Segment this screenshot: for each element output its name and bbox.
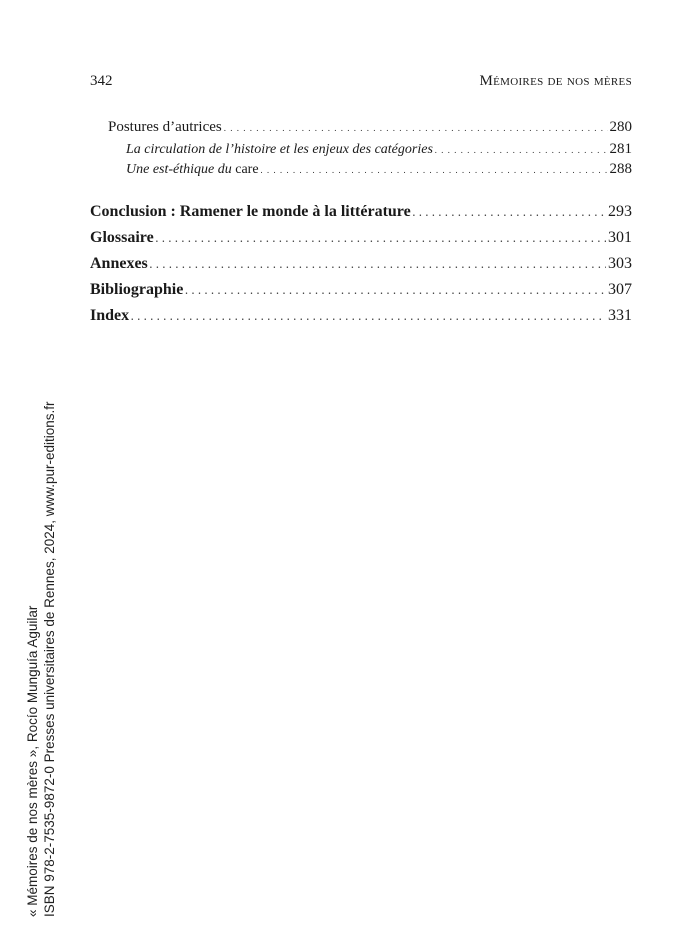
toc-entry-page: 281 (609, 141, 632, 157)
table-of-contents (90, 119, 632, 333)
dot-leader (131, 312, 606, 322)
dot-leader (224, 123, 608, 133)
side-note-line-1: « Mémoires de nos mères », Rocío Munguía Aguilar (25, 605, 40, 917)
side-note-line-2: ISBN 978-2-7535-9872-0 Presses universitaires de Rennes, 2024, www.pur-editions.fr (42, 401, 57, 917)
toc-entry[interactable] (90, 229, 632, 255)
dot-leader (150, 260, 606, 270)
toc-entry-title (126, 162, 259, 178)
toc-entry[interactable] (90, 203, 632, 229)
toc-entry-page: 280 (609, 119, 632, 135)
toc-entry-title: Bibliographie (90, 281, 184, 298)
toc-entry[interactable] (90, 281, 632, 307)
toc-entry-title: Glossaire (90, 229, 154, 246)
dot-leader (413, 208, 606, 218)
toc-entry[interactable] (90, 307, 632, 333)
toc-entry-title-italic: Une est-éthique du (126, 162, 236, 177)
toc-entry-page: 331 (608, 307, 632, 324)
toc-entry-page: 293 (608, 203, 632, 220)
toc-entry-title: Index (90, 307, 130, 324)
dot-leader (156, 234, 606, 244)
page-number: 342 (90, 73, 113, 89)
dot-leader (435, 145, 608, 155)
toc-entry[interactable] (90, 255, 632, 281)
dot-leader (185, 286, 606, 296)
toc-entry-title: Annexes (90, 255, 148, 272)
toc-entry-title-roman: care (235, 162, 259, 177)
dot-leader (261, 165, 608, 175)
toc-entry-title: La circulation de l’histoire et les enjeux des catégories (126, 142, 433, 157)
toc-entry-page: 301 (608, 229, 632, 246)
toc-entry[interactable] (90, 161, 632, 181)
toc-entry-title: Conclusion : Ramener le monde à la littérature (90, 203, 411, 220)
toc-entry[interactable] (90, 141, 632, 161)
copyright-side-note (24, 401, 58, 917)
toc-entry-page: 288 (609, 161, 632, 177)
toc-entry[interactable] (90, 119, 632, 141)
toc-entry-page: 303 (608, 255, 632, 272)
running-title: Mémoires de nos mères (479, 73, 632, 89)
toc-entry-title: Postures d’autrices (108, 119, 222, 135)
toc-entry-page: 307 (608, 281, 632, 298)
